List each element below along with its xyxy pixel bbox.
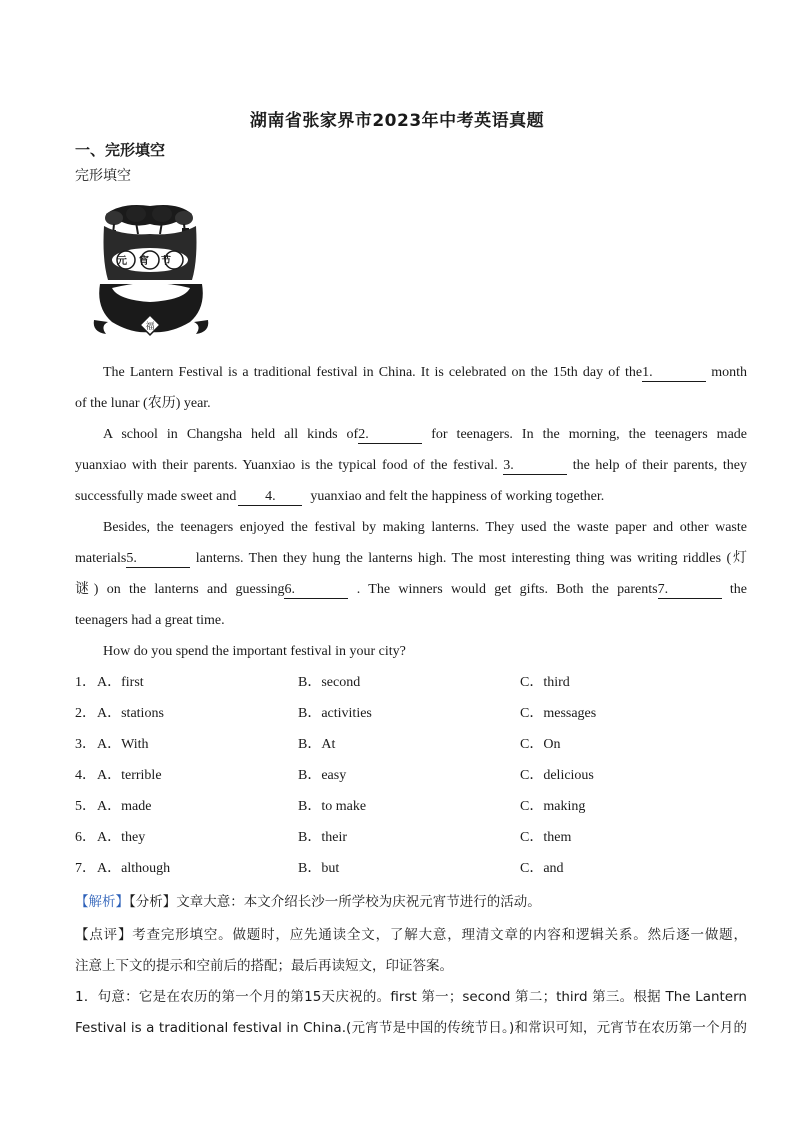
option-b[interactable]: B．At [298,737,336,752]
option-b[interactable]: B．but [298,861,340,876]
question-number: 4． [75,768,96,783]
analysis-summary: 【解析】【分析】文章大意：本文介绍长沙一所学校为庆祝元宵节进行的活动。 [75,894,541,910]
option-a[interactable]: A．although [97,861,171,876]
section-heading: 一、完形填空 [75,141,166,159]
option-c[interactable]: C．third [520,675,570,690]
analysis-comment: 注意上下文的提示和空前后的搭配；最后再读短文，印证答案。 [75,958,453,974]
lantern-festival-illustration [92,200,210,342]
question-number: 5． [75,799,96,814]
passage-line: materials5. lanterns. Then they hung the lanterns high. The most interesting thing was writing riddles (灯 [75,551,748,566]
option-a[interactable]: A．With [97,737,149,752]
page-title: 湖南省张家界市2023年中考英语真题 [249,111,545,131]
option-row [75,673,747,693]
option-b[interactable]: B．second [298,675,361,690]
question-number: 6． [75,830,96,845]
option-a[interactable]: A．terrible [97,768,162,783]
passage-line: successfully made sweet and 4. yuanxiao and felt the happiness of working together. [75,489,605,504]
option-c[interactable]: C．and [520,861,564,876]
option-b[interactable]: B．easy [298,768,347,783]
option-c[interactable]: C．delicious [520,768,594,783]
question-number: 7． [75,861,96,876]
option-b[interactable]: B．activities [298,706,372,721]
option-b[interactable]: B．to make [298,799,367,814]
option-row [75,766,747,786]
question-number: 3． [75,737,96,752]
blank-1[interactable]: 1. [642,365,706,382]
option-a[interactable]: A．made [97,799,152,814]
passage-line: A school in Changsha held all kinds of2. for teenagers. In the morning, the teenagers made [103,427,747,442]
question-number: 1． [75,675,96,690]
option-row [75,828,747,848]
passage-line: of the lunar (农历) year. [75,396,211,411]
illustration-seal: 福 [145,322,155,332]
blank-3[interactable]: 3. [503,458,567,475]
blank-2[interactable]: 2. [358,427,422,444]
blank-6[interactable]: 6. [284,582,348,599]
blank-4[interactable]: 4. [238,489,302,506]
blank-5[interactable]: 5. [126,551,190,568]
passage-line: Besides, the teenagers enjoyed the festival by making lanterns. They used the waste paper and other waste [103,520,747,535]
passage-line: teenagers had a great time. [75,613,225,628]
analysis-comment: 【点评】考查完形填空。做题时，应先通读全文，了解大意，理清文章的内容和逻辑关系。然后逐一做题， [75,927,747,943]
question-number: 2． [75,706,96,721]
option-c[interactable]: C．messages [520,706,597,721]
option-a[interactable]: A．first [97,675,144,690]
analysis-explanation: Festival is a traditional festival in China.(元宵节是中国的传统节日。)和常识可知，元宵节在农历第一个月的 [75,1020,747,1036]
sub-heading: 完形填空 [75,168,131,184]
passage-question: How do you spend the important festival in your city? [103,644,406,659]
option-row [75,859,747,879]
option-a[interactable]: A．stations [97,706,164,721]
option-b[interactable]: B．their [298,830,347,845]
option-c[interactable]: C．them [520,830,572,845]
illustration-label: 元宵节 [117,256,183,267]
passage-line: 谜) on the lanterns and guessing6. . The winners would get gifts. Both the parents7. the [75,582,747,597]
analysis-explanation: 1．句意：它是在农历的第一个月的第15天庆祝的。first 第一；second 第二；third 第三。根据 The Lantern [75,989,747,1005]
passage-line: yuanxiao with their parents. Yuanxiao is the typical food of the festival. 3. the help of their parents, they [75,458,748,473]
passage-line: The Lantern Festival is a traditional festival in China. It is celebrated on the 15th day of the1. month [103,365,747,380]
option-c[interactable]: C．On [520,737,561,752]
option-c[interactable]: C．making [520,799,586,814]
option-row [75,797,747,817]
option-a[interactable]: A．they [97,830,146,845]
blank-7[interactable]: 7. [658,582,722,599]
analysis-tag: 【解析】 [75,894,129,910]
option-row [75,704,747,724]
option-row [75,735,747,755]
